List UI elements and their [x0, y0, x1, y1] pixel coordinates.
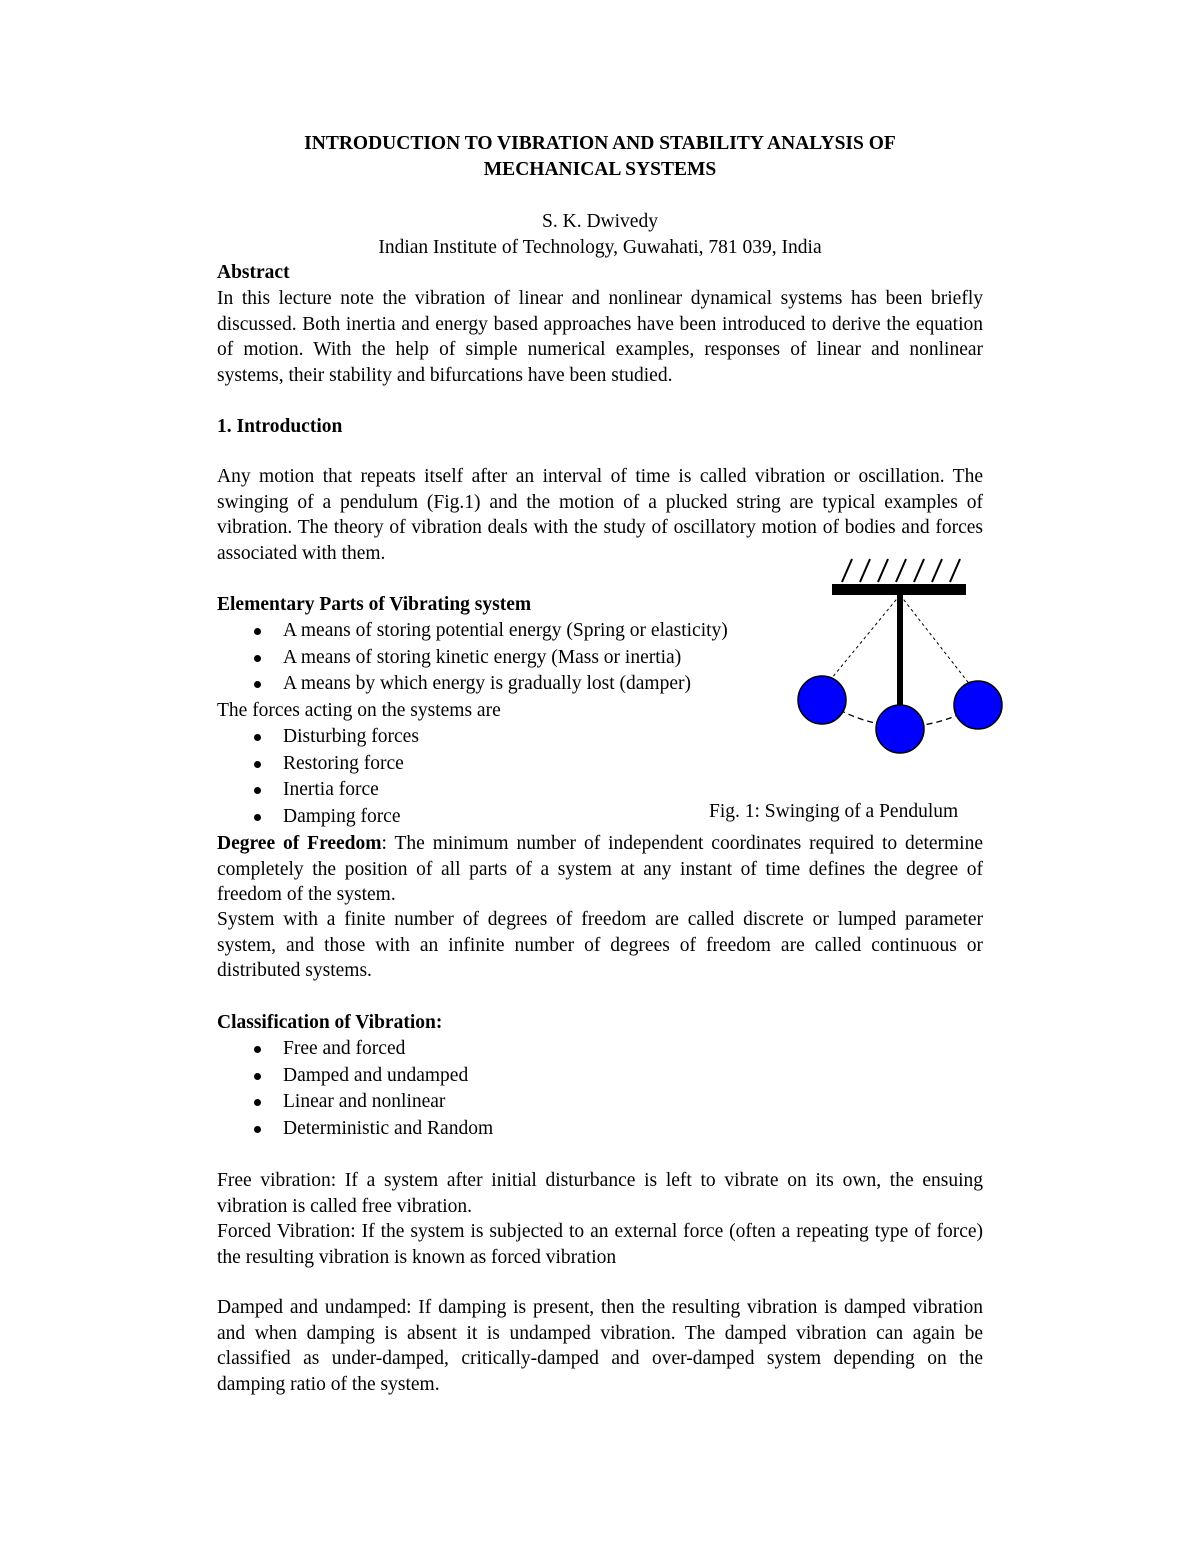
abstract-heading: Abstract [217, 262, 290, 283]
pendulum-figure [790, 545, 1020, 770]
degree-of-freedom-paragraph [217, 831, 983, 908]
list-item: A means of storing potential energy (Spring or elasticity) [217, 618, 728, 645]
list-item: A means of storing kinetic energy (Mass or inertia) [217, 645, 728, 672]
title-line-2: MECHANICAL SYSTEMS [483, 159, 717, 180]
list-item: A means by which energy is gradually lost (damper) [217, 671, 728, 698]
ceiling-hatch [842, 559, 960, 582]
pendulum-bob-right [954, 681, 1002, 729]
ceiling-support [832, 584, 966, 595]
forced-vibration-paragraph: Forced Vibration: If the system is subjected to an external force (often a repeating type of force) the resulting vibration is known as forced vibration [217, 1221, 983, 1268]
forces-intro: The forces acting on the systems are [217, 700, 501, 721]
left-swing-string [822, 595, 900, 690]
pendulum-bob-center [876, 705, 924, 753]
list-item: Damping force [217, 804, 419, 831]
list-item: Linear and nonlinear [217, 1089, 493, 1116]
introduction-text: Any motion that repeats itself after an interval of time is called vibration or oscillation. The swinging of a pendulum (Fig.1) and the motion of a plucked string are typical examples of vibration. The theory of vibration deals with the study of oscillatory motion of bodies and forces associated with them. [217, 466, 983, 564]
free-vibration-paragraph: Free vibration: If a system after initial disturbance is left to vibrate on its own, the ensuing vibration is called free vibration. [217, 1170, 983, 1217]
pendulum-bob-left [798, 676, 846, 724]
author-name: S. K. Dwivedy [542, 211, 658, 232]
introduction-heading: 1. Introduction [217, 416, 343, 437]
degree-of-freedom-text: : The minimum number of independent coordinates required to determine completely the position of all parts of a system at any instant of time defines the degree of freedom of the system. [217, 833, 983, 906]
elementary-parts-heading: Elementary Parts of Vibrating system [217, 594, 532, 615]
list-item: Restoring force [217, 751, 419, 778]
figure-caption: Fig. 1: Swinging of a Pendulum [709, 801, 959, 822]
classification-heading: Classification of Vibration: [217, 1012, 443, 1033]
list-item: Free and forced [217, 1036, 493, 1063]
title-line-1: INTRODUCTION TO VIBRATION AND STABILITY ANALYSIS OF [304, 133, 896, 154]
list-item: Inertia force [217, 777, 419, 804]
list-item: Damped and undamped [217, 1063, 493, 1090]
abstract-text: In this lecture note the vibration of linear and nonlinear dynamical systems has been briefly discussed. Both inertia and energy based approaches have been introduced to derive the equation of motion. With the help of simple numerical examples, responses of linear and nonlinear systems, their stability and bifurcations have been studied. [217, 288, 983, 386]
degree-of-freedom-term: Degree of Freedom [217, 833, 382, 854]
classification-list [217, 1036, 493, 1142]
right-swing-string [900, 595, 978, 695]
author-affiliation: Indian Institute of Technology, Guwahati, 781 039, India [378, 237, 822, 258]
elementary-parts-list [217, 618, 728, 698]
list-item: Deterministic and Random [217, 1116, 493, 1143]
degree-of-freedom-text-2: System with a finite number of degrees of freedom are called discrete or lumped parameter system, and those with an infinite number of degrees of freedom are called continuous or distributed systems. [217, 909, 983, 982]
list-item: Disturbing forces [217, 724, 419, 751]
forces-list [217, 724, 419, 830]
damped-undamped-paragraph: Damped and undamped: If damping is present, then the resulting vibration is damped vibration and when damping is absent it is undamped vibration. The damped vibration can again be classified as under-damped, critically-damped and over-damped system depending on the damping ratio of the system. [217, 1297, 983, 1395]
